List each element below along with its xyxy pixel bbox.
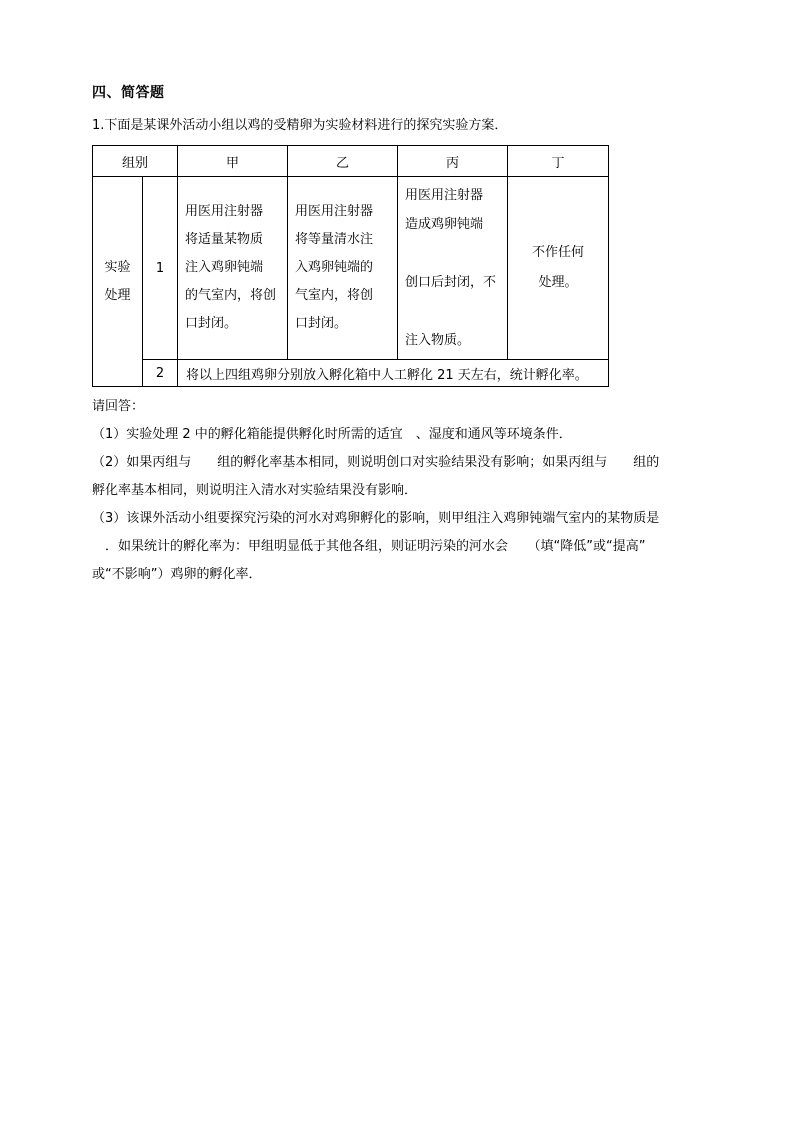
step2-text: 将以上四组鸡卵分别放入孵化箱中人工孵化 21 天左右，统计孵化率。 xyxy=(186,367,588,383)
question-3-line2: ．如果统计的孵化率为：甲组明显低于其他各组，则证明污染的河水会 （填“降低”或“提高” xyxy=(92,539,646,554)
row-label-line1: 实验 xyxy=(104,259,131,275)
header-col-yi: 乙 xyxy=(288,146,398,177)
bing-line xyxy=(405,239,500,268)
bing-line: 创口后封闭，不 xyxy=(405,275,497,290)
ding-line: 不作任何 xyxy=(531,245,584,260)
question-3-line3: 或“不影响”）鸡卵的孵化率． xyxy=(92,567,262,582)
jia-line: 用医用注射器 xyxy=(185,204,264,219)
jia-line: 注入鸡卵钝端 xyxy=(185,260,264,275)
section-title: 四、简答题 xyxy=(92,85,165,101)
step1-number: 1 xyxy=(143,177,178,360)
bing-line xyxy=(405,297,500,326)
table-row-step1 xyxy=(93,177,609,360)
table-row-step2 xyxy=(93,360,609,387)
yi-line: 将等量清水注 xyxy=(295,232,374,247)
cell-step1-yi xyxy=(288,177,398,360)
jia-line: 的气室内，将创 xyxy=(185,288,277,303)
row-label-line2: 处理 xyxy=(104,287,131,303)
question-intro: 1.下面是某课外活动小组以鸡的受精卵为实验材料进行的探究实验方案． xyxy=(92,118,508,133)
header-col-bing: 丙 xyxy=(398,146,508,177)
table-header-row xyxy=(93,146,609,177)
jia-line: 将适量某物质 xyxy=(185,232,264,247)
yi-line: 口封闭。 xyxy=(295,316,348,331)
yi-line: 入鸡卵钝端的 xyxy=(295,260,374,275)
cell-step2 xyxy=(178,360,609,387)
header-col-ding: 丁 xyxy=(508,146,609,177)
cell-step1-ding xyxy=(508,177,609,360)
answers-prompt: 请回答： xyxy=(92,399,145,414)
answer-block xyxy=(92,393,708,589)
jia-line: 口封闭。 xyxy=(185,316,238,331)
ding-line: 处理。 xyxy=(538,275,578,290)
question-2-line1: （2）如果丙组与 组的孵化率基本相同，则说明创口对实验结果没有影响；如果丙组与 组的 xyxy=(92,455,660,470)
question-3-line1: （3）该课外活动小组要探究污染的河水对鸡卵孵化的影响，则甲组注入鸡卵钝端气室内的某物质是 xyxy=(92,511,660,526)
bing-line: 用医用注射器 xyxy=(405,188,484,203)
question-2-line2: 孵化率基本相同，则说明注入清水对实验结果没有影响． xyxy=(92,483,418,498)
header-col-jia: 甲 xyxy=(178,146,288,177)
header-group-label: 组别 xyxy=(93,146,178,177)
bing-line: 造成鸡卵钝端 xyxy=(405,217,484,232)
cell-step1-jia xyxy=(178,177,288,360)
cell-step1-bing xyxy=(398,177,508,360)
bing-line: 注入物质。 xyxy=(405,333,471,348)
yi-line: 气室内，将创 xyxy=(295,288,374,303)
row-label-experiment-treatment xyxy=(93,177,143,387)
yi-line: 用医用注射器 xyxy=(295,204,374,219)
experiment-table xyxy=(92,145,609,387)
step2-number: 2 xyxy=(143,360,178,387)
question-1: （1）实验处理 2 中的孵化箱能提供孵化时所需的适宜 、湿度和通风等环境条件． xyxy=(92,427,572,442)
